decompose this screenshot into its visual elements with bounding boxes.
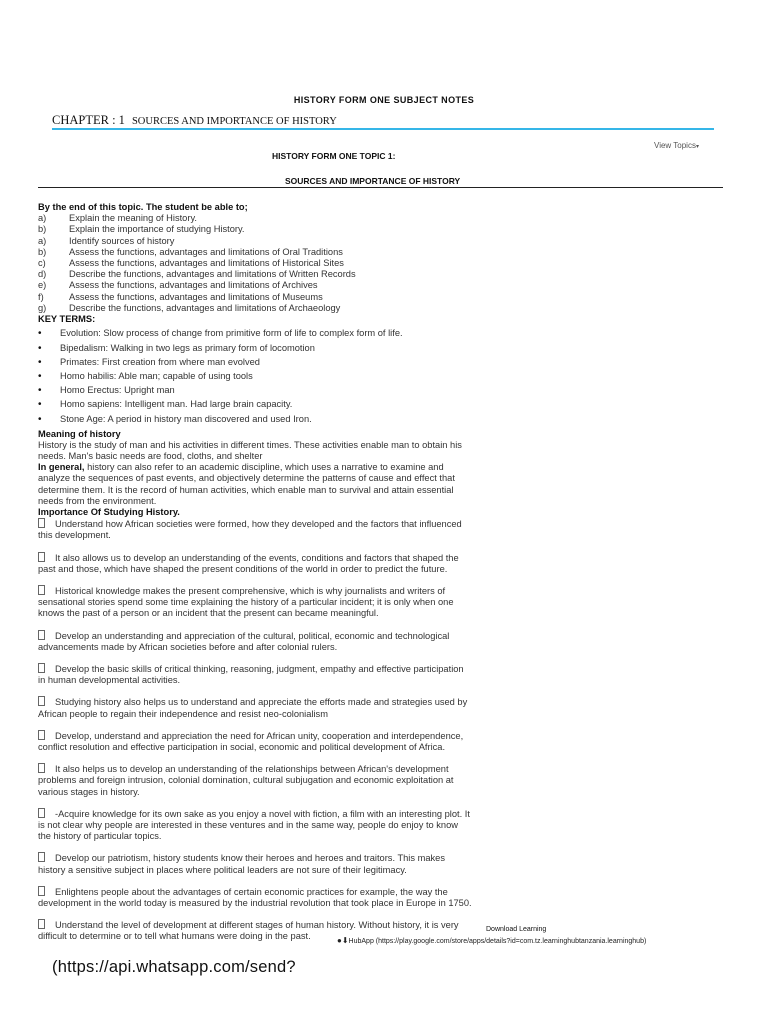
missing-glyph-icon: [38, 518, 45, 528]
missing-glyph-icon: [38, 630, 45, 640]
meaning-paragraph: History is the study of man and his activities in different times. These activities enable man to obtain his needs. Man's basic needs are food, cloths, and shelter: [38, 439, 462, 461]
importance-heading: Importance Of Studying History.: [38, 506, 180, 517]
importance-item: Develop our patriotism, history students know their heroes and heroes and traitors. This makes history a sensitive subject in places where political leaders are not sure of their legitimacy.: [38, 853, 445, 875]
meaning-general-paragraph: In general, history can also refer to an academic discipline, which uses a narrative to examine and analyze the sequences of past events, and objectively determine the patterns of cause and effect that determine them. It is the record of human activities, which enable man to survival and attain essential needs from the environment.: [38, 462, 455, 506]
objectives-intro: By the end of this topic. The student be able to;: [38, 202, 248, 212]
objective-item: c) Assess the functions, advantages and limitations of Historical Sites: [38, 258, 344, 269]
objective-item: a) Identify sources of history: [38, 235, 175, 246]
notes-body: [38, 202, 473, 943]
objective-item: b) Explain the importance of studying History.: [38, 224, 245, 235]
download-icon: ⬇: [341, 936, 349, 945]
importance-list: [38, 518, 473, 942]
key-term-item: • Homo habilis: Able man; capable of using tools: [38, 371, 473, 382]
importance-item: Develop the basic skills of critical thinking, reasoning, judgment, empathy and effective participation in human developmental activities.: [38, 664, 464, 686]
view-topics-label: View Topics: [654, 141, 696, 150]
chapter-heading: [52, 113, 337, 128]
objective-item: f) Assess the functions, advantages and limitations of Museums: [38, 291, 323, 302]
importance-item: -Acquire knowledge for its own sake as you enjoy a novel with fiction, a film with an interesting plot. It is not clear why people are interested in these ventures and in the same way, people do enjoy to know the history of particular topics.: [38, 808, 470, 842]
importance-item: It also helps us to develop an understanding of the relationships between African's development problems and foreign intrusion, colonial domination, cultural subjugation and economic exploitation at various stages in history.: [38, 764, 454, 797]
objective-item: g) Describe the functions, advantages and limitations of Archaeology: [38, 302, 341, 313]
importance-item: It also allows us to develop an understanding of the events, conditions and factors that shaped the past and those, which have shaped the present conditions of the world in order to predict the future.: [38, 552, 459, 574]
download-app-link-text: HubApp (https://play.google.com/store/apps/details?id=com.tz.learninghubtanzania.learninghub): [348, 938, 647, 945]
importance-item: Studying history also helps us to understand and appreciate the efforts made and strategies used by African people to regain their independence and resist neo-colonialism: [38, 697, 468, 719]
document-title: HISTORY FORM ONE SUBJECT NOTES: [293, 95, 475, 105]
key-terms-list: [38, 328, 473, 424]
caret-down-icon: ▾: [695, 144, 699, 150]
objective-item: d) Describe the functions, advantages and limitations of Written Records: [38, 269, 356, 280]
missing-glyph-icon: [38, 696, 45, 706]
key-terms-heading: KEY TERMS:: [38, 314, 96, 325]
missing-glyph-icon: [38, 663, 45, 673]
missing-glyph-icon: [38, 919, 45, 929]
objective-item: e) Assess the functions, advantages and limitations of Archives: [38, 280, 318, 291]
objective-item: b) Assess the functions, advantages and limitations of Oral Traditions: [38, 246, 343, 257]
whatsapp-icon: ●: [337, 936, 342, 945]
importance-item: Understand how African societies were formed, how they developed and the factors that influenced this development.: [38, 519, 462, 541]
missing-glyph-icon: [38, 763, 45, 773]
view-topics-dropdown[interactable]: [654, 141, 699, 150]
importance-item: Understand the level of development at different stages of human history. Without history, it is very difficult to determine or to tell what humans were doing in the past.: [38, 920, 459, 942]
download-label: Download Learning: [486, 926, 547, 933]
missing-glyph-icon: [38, 808, 45, 818]
download-app-link[interactable]: [337, 936, 646, 945]
key-term-item: • Bipedalism: Walking in two legs as primary form of locomotion: [38, 343, 473, 354]
objective-item: a) Explain the meaning of History.: [38, 213, 197, 224]
topic-heading: HISTORY FORM ONE TOPIC 1:: [272, 151, 396, 161]
importance-item: Enlightens people about the advantages of certain economic practices for example, the way the development in the world today is measured by the industrial revolution that took place in Europe in 1750.: [38, 886, 472, 909]
importance-item: Develop an understanding and appreciation of the cultural, political, economic and technological advancements made by African societies before and after colonial rulers.: [38, 630, 450, 652]
missing-glyph-icon: [38, 585, 45, 595]
missing-glyph-icon: [38, 886, 45, 896]
topic-subheading: SOURCES AND IMPORTANCE OF HISTORY: [285, 176, 461, 186]
key-term-item: • Primates: First creation from where man evolved: [38, 357, 473, 368]
chapter-divider: [52, 128, 714, 130]
missing-glyph-icon: [38, 552, 45, 562]
missing-glyph-icon: [38, 730, 45, 740]
importance-item: Develop, understand and appreciation the need for African unity, cooperation and interdependence, conflict resolution and effective participation in social, economic and political development of Africa.: [38, 730, 464, 753]
objectives-list: [38, 213, 473, 314]
chapter-title: SOURCES AND IMPORTANCE OF HISTORY: [131, 116, 337, 127]
chapter-label: CHAPTER : 1: [52, 113, 125, 127]
key-term-item: • Homo Erectus: Upright man: [38, 385, 473, 396]
key-term-item: • Stone Age: A period in history man discovered and used Iron.: [38, 414, 473, 425]
topic-divider: [38, 187, 723, 188]
missing-glyph-icon: [38, 852, 45, 862]
key-term-item: • Homo sapiens: Intelligent man. Had large brain capacity.: [38, 399, 473, 410]
whatsapp-share-link[interactable]: (https://api.whatsapp.com/send?: [52, 958, 296, 976]
key-term-item: • Evolution: Slow process of change from primitive form of life to complex form of life.: [38, 328, 473, 339]
importance-item: Historical knowledge makes the present comprehensive, which is why journalists and writers of sensational stories spend some time explaining the history of a particular incident; it is only when one knows the past of a person or an incident that the present can became meaningful.: [38, 585, 454, 619]
meaning-heading: Meaning of history: [38, 428, 121, 439]
